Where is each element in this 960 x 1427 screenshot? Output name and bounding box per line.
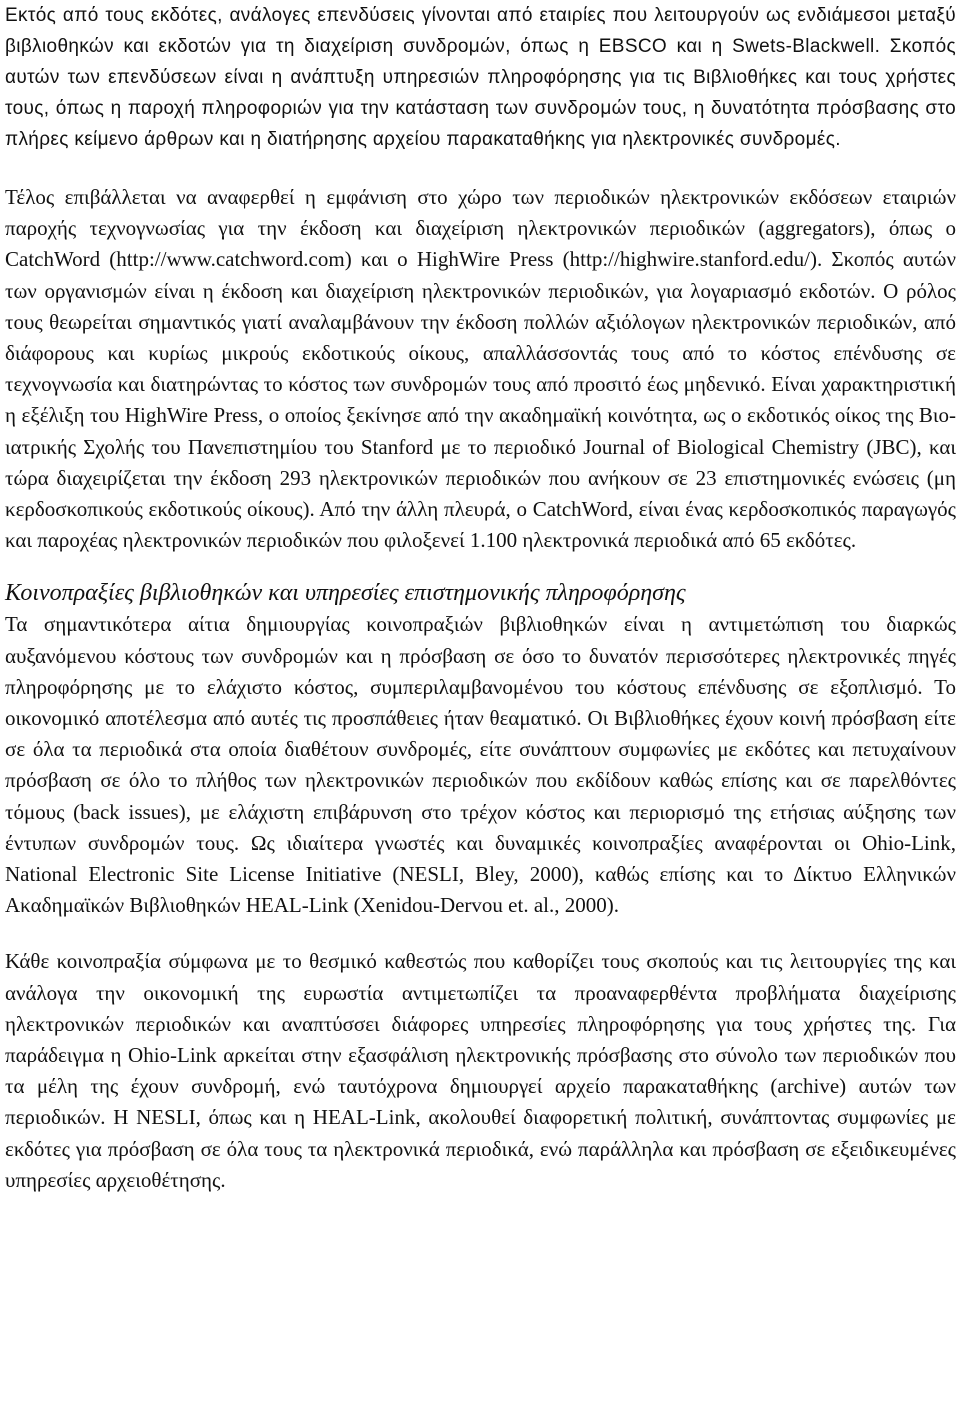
- paragraph-aggregators: Τέλος επιβάλλεται να αναφερθεί η εμφάνιση στο χώρο των περιοδικών ηλεκτρονικών εκδόσεων εταιριών παροχής τεχνογνωσίας για την έκδοση και διαχείριση ηλεκτρονικών περιοδικών (aggregators), όπως ο CatchWord (http://www.catchword.com) και ο HighWire Press (http://highwire.stanford.edu/). Σκοπός αυτών των οργανισμών είναι η έκδοση και διαχείριση ηλεκτρονικών περιοδικών, για λογαριασμό εκδοτών. Ο ρόλος τους θεωρείται σημαντικός γιατί αναλαμβάνουν την έκδοση πολλών αξιόλογων ηλεκτρονικών περιοδικών, από διάφορους και κυρίως μικρούς εκδοτικούς οίκους, απαλλάσσοντάς τους από το κόστος επένδυσης σε τεχνογνωσία και διατηρώντας το κόστος των συνδρομών τους από προσιτό έως μηδενικό. Είναι χαρακτηριστική η εξέλιξη του HighWire Press, ο οποίος ξεκίνησε από την ακαδημαϊκή κοινότητα, ως ο εκδοτικός οίκος της Βιο-ιατρικής Σχολής του Πανεπιστημίου του Stanford με το περιοδικό Journal of Biological Chemistry (JBC), και τώρα διαχειρίζεται την έκδοση 293 ηλεκτρονικών περιοδικών που ανήκουν σε 23 επιστημονικές ενώσεις (μη κερδοσκοπικούς εκδοτικούς οίκους). Από την άλλη πλευρά, ο CatchWord, είναι ένας κερδοσκοπικός παραγωγός και παροχέας ηλεκτρονικών περιοδικών που φιλοξενεί 1.100 ηλεκτρονικά περιοδικά από 65 εκδότες.: [5, 185, 956, 553]
- section-heading: Κοινοπραξίες βιβλιοθηκών και υπηρεσίες επιστημονικής πληροφόρησης: [5, 580, 686, 607]
- paragraph-consortium-policies: Κάθε κοινοπραξία σύμφωνα με το θεσμικό καθεστώς που καθορίζει τους σκοπούς και τις λειτουργίες της και ανάλογα την οικονομική της ευρωστία αντιμετωπίζει τα προαναφερθέντα προβλήματα διαχείρισης ηλεκτρονικών περιοδικών και αναπτύσσει διάφορες υπηρεσίες πληροφόρησης για τους χρήστες της. Για παράδειγμα η Ohio-Link αρκείται στην εξασφάλιση ηλεκτρονικής πρόσβασης στο σύνολο των περιοδικών που τα μέλη της έχουν συνδρομή, ενώ ταυτόχρονα δημιουργεί αρχείο παρακαταθήκης (archive) αυτών των περιοδικών. Η NESLI, όπως και η HEAL-Link, ακολουθεί διαφορετική πολιτική, συνάπτοντας συμφωνίες με εκδότες για πρόσβαση σε όλα τους τα ηλεκτρονικά περιοδικά, ενώ παράλληλα και πρόσβαση σε εξειδικευμένες υπηρεσίες αρχειοθέτησης.: [5, 949, 956, 1192]
- paragraph-library-consortia: Τα σημαντικότερα αίτια δημιουργίας κοινοπραξιών βιβλιοθηκών είναι η αντιμετώπιση του διαρκώς αυξανόμενου κόστους των συνδρομών και η πρόσβαση σε όσο το δυνατόν περισσότερες ηλεκτρονικές πηγές πληροφόρησης με το ελάχιστο κόστος, συμπεριλαμβανομένου του κόστους επένδυσης σε εξοπλισμό. Το οικονομικό αποτέλεσμα από αυτές τις προσπάθειες ήταν θεαματικό. Οι Βιβλιοθήκες έχουν κοινή πρόσβαση είτε σε όλα τα περιοδικά στα οποία διαθέτουν συνδρομές, είτε συνάπτουν συμφωνίες με εκδότες και πετυχαίνουν πρόσβαση σε όλο το πλήθος των ηλεκτρονικών περιοδικών που εκδίδουν καθώς επίσης και σε παρελθόντες τόμους (back issues), με ελάχιστη επιβάρυνση στο τρέχον κόστος και περιορισμό της ετήσιας αύξησης των έντυπων συνδρομών τους. Ως ιδιαίτερα γνωστές και δυναμικές κοινοπραξίες αναφέρονται οι Ohio-Link, National Electronic Site License Initiative (NESLI, Bley, 2000), καθώς επίσης και το Δίκτυο Ελληνικών Ακαδημαϊκών Βιβλιοθηκών HEAL-Link (Xenidou-Dervou et. al., 2000).: [5, 612, 956, 918]
- paragraph-subscription-agents: Εκτός από τους εκδότες, ανάλογες επενδύσεις γίνονται από εταιρίες που λειτουργούν ως ενδιάμεσοι μεταξύ βιβλιοθηκών και εκδοτών για τη διαχείριση συνδρομών, όπως η EBSCO και η Swets-Blackwell. Σκοπός αυτών των επενδύσεων είναι η ανάπτυξη υπηρεσιών πληροφόρησης για τις Βιβλιοθήκες και τους χρήστες τους, όπως η παροχή πληροφοριών για την κατάσταση των συνδρομών τους, η δυνατότητα πρόσβασης στο πλήρες κείμενο άρθρων και η διατήρησης αρχείου παρακαταθήκης για ηλεκτρονικές συνδρομές.: [5, 5, 956, 150]
